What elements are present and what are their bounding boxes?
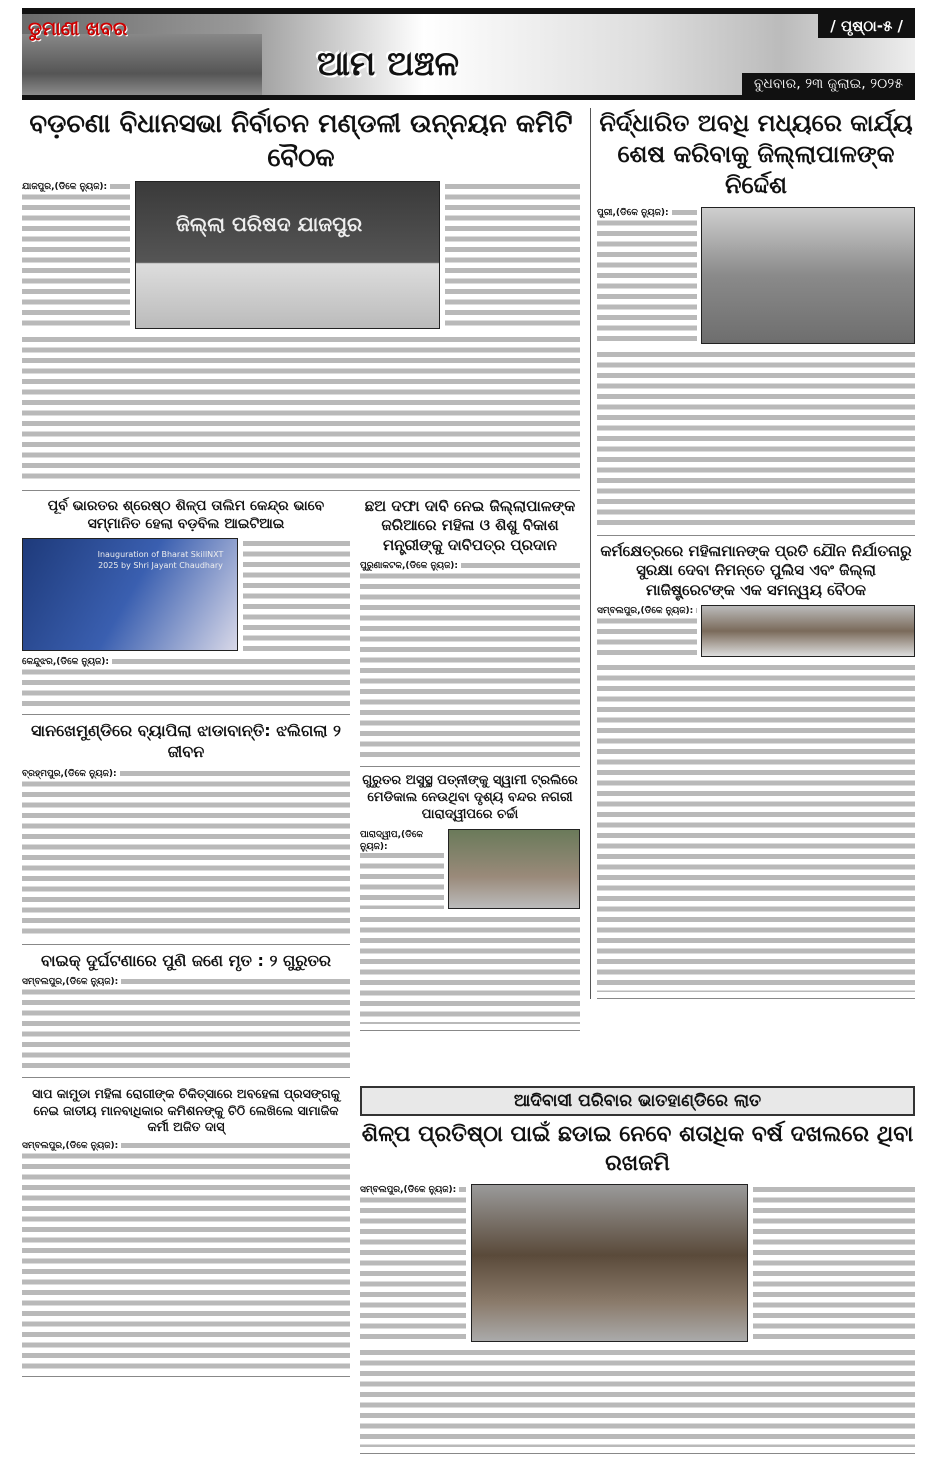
article-text xyxy=(445,181,580,329)
article-text xyxy=(243,538,350,651)
upper-section xyxy=(22,108,915,1078)
dateline: ପାରାଦ୍ୱୀପ,(ଡିକେ ନ୍ୟୁଜ): xyxy=(360,829,444,853)
photo-banner-text: Inauguration of Bharat SkillNXT 2025 by Shri Jayant Chaudhary xyxy=(97,549,224,570)
newspaper-logo: ଡୁମାଣୀ ଖବର xyxy=(28,18,128,40)
article-text xyxy=(360,829,444,909)
article-text xyxy=(597,349,915,529)
story-tribal-land xyxy=(360,1086,915,1453)
issue-date: ବୁଧବାର, ୨୩ ଜୁଲାଇ, ୨୦୨୫ xyxy=(742,73,915,95)
dateline: ସମ୍ବଲପୁର,(ଡିକେ ନ୍ୟୁଜ): xyxy=(597,605,696,617)
article-text xyxy=(753,1184,915,1342)
meeting-photo xyxy=(701,207,915,344)
story-election-committee xyxy=(22,108,580,491)
article-text xyxy=(597,662,915,992)
dateline: କେନ୍ଦୁଝର,(ଡିକେ ନ୍ୟୁଜ): xyxy=(22,656,112,668)
award-photo xyxy=(22,538,238,651)
article-text xyxy=(22,656,350,708)
article-text xyxy=(22,768,350,938)
article-text xyxy=(597,207,697,344)
kicker-box: ଆଦିବାସୀ ପରିବାର ଭାତହାଣ୍ଡିରେ ଲାତ xyxy=(360,1086,915,1116)
headline: ନିର୍ଦ୍ଧାରିତ ଅବଧି ମଧ୍ୟରେ କାର୍ଯ୍ୟ ଶେଷ କରିବାକୁ ଜିଲ୍ଲାପାଳଙ୍କ ନିର୍ଦ୍ଦେଶ xyxy=(599,109,913,200)
story-trolley xyxy=(360,773,580,1031)
photo-banner-text: ଜିଲ୍ଲା ପରିଷଦ ଯାଜପୁର xyxy=(176,211,363,236)
story-workplace-safety xyxy=(597,542,915,1000)
meeting-photo xyxy=(135,181,440,329)
dateline: ସମ୍ବଲପୁର,(ଡିକେ ନ୍ୟୁଜ): xyxy=(360,1184,459,1196)
left-column xyxy=(22,108,580,1078)
dateline: ପୁରୁଣାକଟକ,(ଡିକେ ନ୍ୟୁଜ): xyxy=(360,560,461,572)
headline: ଛଅ ଦଫା ଦାବି ନେଇ ଜିଲ୍ଲାପାଳଙ୍କ ଜରିଆରେ ମହିଳା ଓ ଶିଶୁ ବିକାଶ ମନ୍ତ୍ରୀଙ୍କୁ ଦାବିପତ୍ର ପ୍ରଦାନ xyxy=(364,496,576,554)
article-text xyxy=(22,181,130,327)
left-subcolumns xyxy=(22,497,580,1079)
meeting-photo xyxy=(701,605,915,657)
story-snakebite xyxy=(22,1086,350,1377)
dateline: ସମ୍ବଲପୁର,(ଡିକେ ନ୍ୟୁଜ): xyxy=(22,976,121,988)
article-text xyxy=(360,1184,466,1342)
headline: ବଡ଼ଚଣା ବିଧାନସଭା ନିର୍ବାଚନ ମଣ୍ଡଳୀ ଉନ୍ନୟନ କମିଟି ବୈଠକ xyxy=(29,109,573,173)
story-memorandum xyxy=(360,497,580,768)
story-iti-award xyxy=(22,497,350,715)
article-text xyxy=(360,914,580,1024)
dateline: ସମ୍ବଲପୁର,(ଡିକେ ନ୍ୟୁଜ): xyxy=(22,1140,121,1152)
dateline: ବ୍ରହ୍ମପୁର,(ଡିକେ ନ୍ୟୁଜ): xyxy=(22,768,120,780)
section-title: ଆମ ଅଞ୍ଚଳ xyxy=(317,44,460,84)
trolley-photo xyxy=(448,829,580,909)
headline: ସାନଖେମୁଣ୍ଡିରେ ବ୍ୟାପିଲା ଝାଡାବାନ୍ତି: ଝଲିଗଲା ୨ ଜୀବନ xyxy=(30,720,342,761)
article-text xyxy=(22,1140,350,1370)
headline: ବାଇକ୍ ଦୁର୍ଘଟଣାରେ ପୁଣି ଜଣେ ମୃତ : ୨ ଗୁରୁତର xyxy=(41,950,331,970)
tribal-family-photo xyxy=(471,1184,748,1342)
masthead xyxy=(22,8,915,100)
right-column xyxy=(590,108,915,999)
article-text xyxy=(360,560,580,760)
article-text xyxy=(597,605,697,657)
page-number: / ପୃଷ୍ଠା-୫ / xyxy=(818,14,915,38)
story-diarrhoea xyxy=(22,721,350,945)
headline: ସାପ କାମୁଡା ମହିଳା ରୋଗୀଙ୍କ ଚିକିତ୍ସାରେ ଅବହେଳା ପ୍ରସଙ୍ଗକୁ ନେଇ ଜାତୀୟ ମାନବାଧିକାର କମିଶନଙ୍କୁ ଚିଠି ଲେଖିଲେ ସାମାଜିକ କର୍ମୀ ଅଜିତ ଦାସ୍ xyxy=(32,1086,340,1134)
article-text xyxy=(22,976,350,1071)
headline: ଶିଳ୍ପ ପ୍ରତିଷ୍ଠା ପାଇଁ ଛଡାଇ ନେବେ ଶତାଧିକ ବର୍ଷ ଦଖଲରେ ଥିବା ରଖଜମି xyxy=(361,1122,914,1177)
headline: କର୍ମକ୍ଷେତ୍ରରେ ମହିଳାମାନଙ୍କ ପ୍ରତି ଯୌନ ନିର୍ଯାତନାରୁ ସୁରକ୍ଷା ଦେବା ନିମନ୍ତେ ପୁଲିସ ଏବଂ ଜିଲ୍ଲା ମାଜିଷ୍ଟ୍ରେଟଙ୍କ ଏକ ସମନ୍ୱୟ ବୈଠକ xyxy=(600,541,912,599)
village-photo xyxy=(22,34,262,100)
story-collector-directive xyxy=(597,108,915,536)
lower-section xyxy=(22,1086,915,1453)
dateline: ପୁରୀ,(ଡିକେ ନ୍ୟୁଜ): xyxy=(597,207,672,219)
headline: ପୂର୍ବ ଭାରତର ଶ୍ରେଷ୍ଠ ଶିଳ୍ପ ତାଲିମ କେନ୍ଦ୍ର ଭାବେ ସମ୍ମାନିତ ହେଲା ବଡ଼ବିଲ ଆଇଟିଆଇ xyxy=(47,497,325,532)
headline: ଗୁରୁତର ଅସୁସ୍ଥ ପତ୍ନୀଙ୍କୁ ସ୍ୱାମୀ ଟ୍ରଲିରେ ମେଡିକାଲ ନେଉଥିବା ଦୃଶ୍ୟ ବନ୍ଦର ନଗରୀ ପାରାଦ୍ୱୀପରେ ଚର୍ଚ୍ଚା xyxy=(362,773,578,822)
story-bike-accident xyxy=(22,951,350,1079)
article-text xyxy=(360,1347,915,1447)
subcolumn-b xyxy=(360,497,580,1031)
article-text xyxy=(22,334,580,484)
dateline: ଯାଜପୁର,(ଡିକେ ନ୍ୟୁଜ): xyxy=(22,181,110,193)
subcolumn-a xyxy=(22,497,350,1079)
